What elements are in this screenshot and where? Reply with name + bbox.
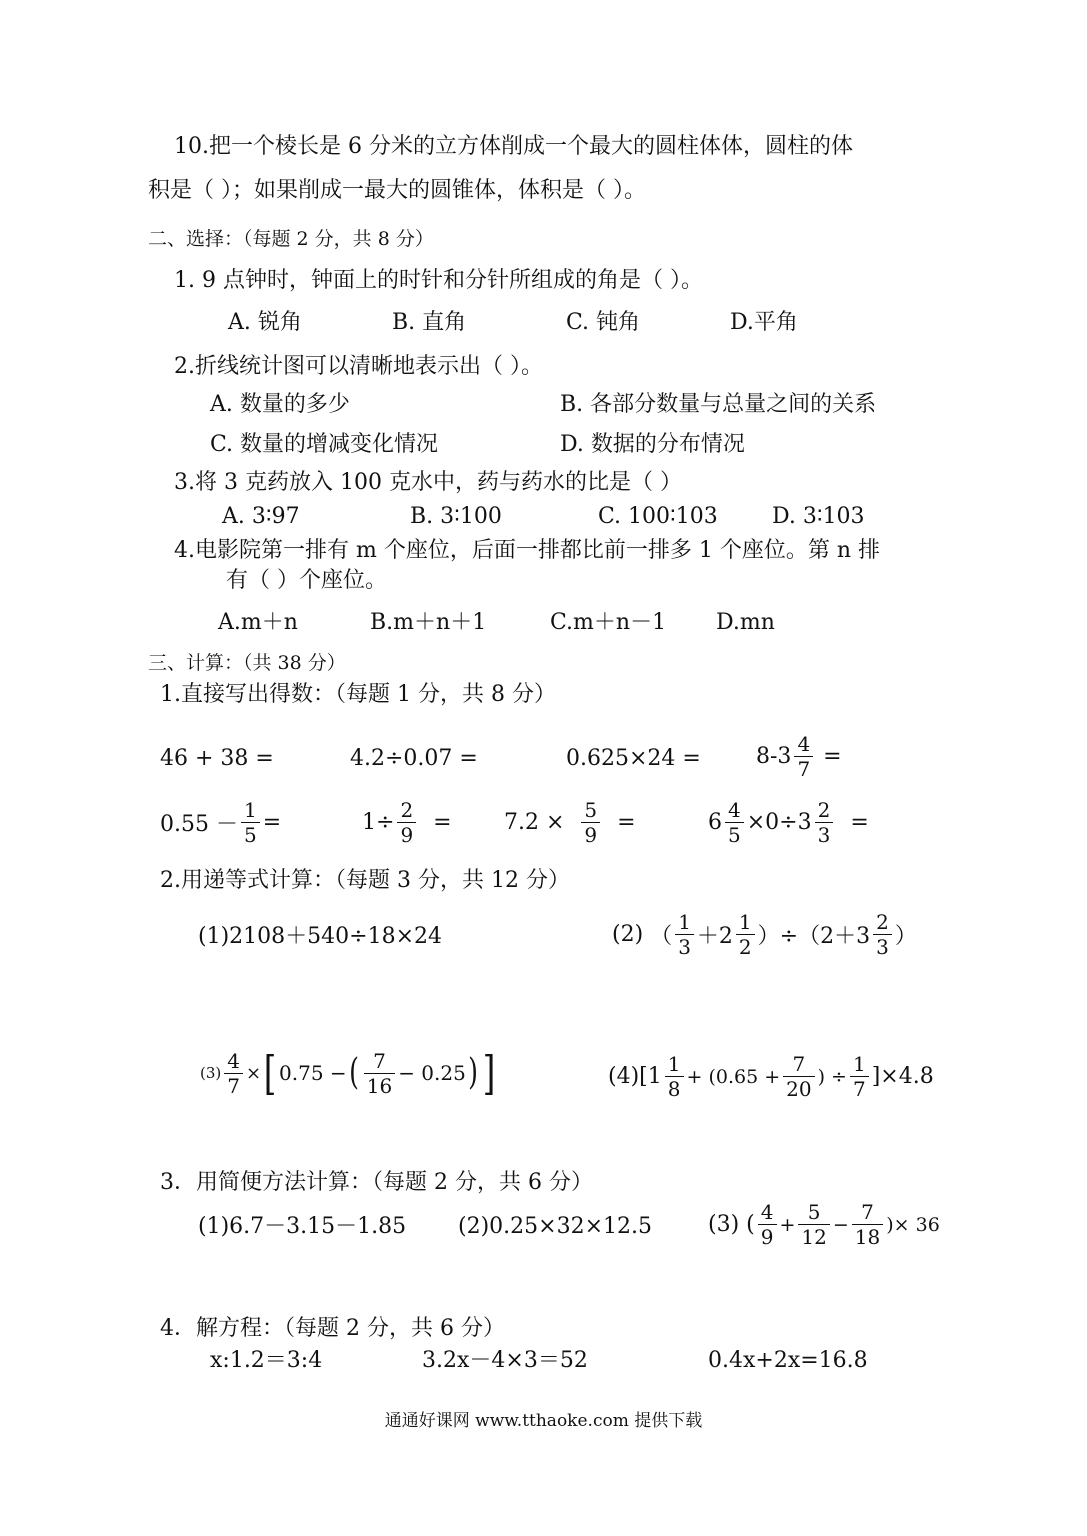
denominator: 9	[584, 823, 598, 847]
numerator: 4	[224, 1051, 243, 1074]
s3-p1-heading: 1.直接写出得数：（每题 1 分，共 8 分）	[160, 682, 556, 707]
s3-p4-expr-1: x:1.2＝3:4	[210, 1348, 323, 1373]
numerator: 7	[783, 1054, 814, 1077]
s2-q1-option-d: D.平角	[730, 310, 798, 335]
q10-line2: 积是（ ）；如果削成一最大的圆锥体，体积是（ ）。	[148, 178, 646, 203]
numerator: 5	[798, 1202, 829, 1225]
equals: =	[823, 744, 842, 769]
numerator: 7	[852, 1202, 883, 1225]
s3-p1-expr-8	[708, 800, 869, 845]
paren-open: (	[746, 1212, 755, 1237]
bracket-open: [	[263, 1046, 277, 1100]
label: (3)	[200, 1064, 222, 1082]
s2-q3-stem: 3.将 3 克药放入 100 克水中，药与药水的比是（ ）	[174, 470, 682, 495]
fraction	[397, 800, 416, 845]
numerator: 2	[815, 800, 834, 823]
fraction	[581, 800, 600, 845]
times-36: )× 36	[886, 1213, 940, 1236]
s2-q4-option-b: B.m＋n＋1	[370, 610, 487, 635]
s3-p2-expr-2	[612, 912, 917, 957]
operators: ×0÷3	[746, 810, 812, 835]
s3-p1-expr-2: 4.2÷0.07 =	[350, 746, 478, 771]
operators: ）÷（2＋3	[757, 924, 871, 949]
expr6-prefix: 1÷	[362, 810, 395, 835]
fraction	[725, 800, 744, 845]
fraction	[873, 912, 892, 957]
inner-expr: 0.75 −	[279, 1061, 347, 1085]
s2-q3-option-c: C. 100∶103	[598, 504, 718, 529]
s3-p2-expr-3	[200, 1046, 498, 1100]
s3-p2-expr-4	[608, 1054, 934, 1099]
section3-heading: 三、计算：（共 38 分）	[148, 652, 346, 674]
denominator: 16	[366, 1073, 393, 1098]
s2-q4-option-a: A.m＋n	[218, 610, 298, 635]
numerator: 4	[758, 1202, 777, 1225]
s3-p1-expr-6	[362, 800, 452, 845]
fraction	[364, 1048, 395, 1098]
paren-open: (	[348, 1052, 359, 1093]
s3-p1-expr-1: 46 + 38 =	[160, 746, 274, 771]
minus: −	[832, 1213, 849, 1236]
s2-q1-option-c: C. 钝角	[566, 310, 641, 335]
s2-q4-option-c: C.m＋n－1	[550, 610, 667, 635]
s2-q2-stem: 2.折线统计图可以清晰地表示出（ ）。	[174, 354, 543, 379]
equals: =	[433, 810, 452, 835]
s2-q4-stem-line2: 有（ ）个座位。	[226, 568, 387, 593]
paren-open: （	[650, 924, 673, 949]
fraction	[815, 800, 834, 845]
s3-p3-expr-3	[708, 1202, 940, 1247]
s2-q3-option-a: A. 3∶97	[222, 504, 300, 529]
whole-part: 6	[708, 810, 722, 835]
label: (3)	[708, 1212, 740, 1237]
s2-q1-option-b: B. 直角	[392, 310, 467, 335]
fraction	[736, 912, 755, 957]
times: ×	[245, 1062, 262, 1084]
fraction	[798, 1202, 829, 1247]
equals: =	[617, 810, 636, 835]
numerator: 2	[873, 912, 892, 935]
denominator: 20	[786, 1077, 812, 1101]
denominator: 7	[852, 1077, 866, 1101]
s2-q1-option-a: A. 锐角	[228, 310, 302, 335]
s2-q2-option-d: D. 数据的分布情况	[560, 432, 745, 457]
numerator: 2	[397, 800, 416, 823]
s3-p4-expr-2: 3.2x－4×3＝52	[422, 1348, 588, 1373]
denominator: 18	[854, 1225, 881, 1249]
s2-q2-option-a: A. 数量的多少	[210, 392, 350, 417]
s3-p4-expr-3: 0.4x+2x=16.8	[708, 1348, 868, 1373]
label: (4)	[608, 1064, 640, 1089]
s3-p1-expr-7	[504, 800, 636, 845]
plus: +	[779, 1213, 796, 1236]
s2-q3-option-b: B. 3∶100	[410, 504, 502, 529]
numerator: 1	[241, 800, 260, 823]
numerator: 1	[736, 912, 755, 935]
denominator: 3	[678, 935, 691, 959]
expr5-prefix: 0.55 －	[160, 812, 238, 837]
s3-p2-heading: 2.用递等式计算：（每题 3 分，共 12 分）	[160, 868, 570, 893]
bracket-open: [1	[639, 1064, 662, 1089]
q10-line1: 10.把一个棱长是 6 分米的立方体削成一个最大的圆柱体体，圆柱的体	[174, 134, 853, 159]
bracket-close: ]×4.8	[871, 1064, 934, 1089]
label: (2)	[612, 922, 644, 947]
bracket-close: ]	[482, 1046, 496, 1100]
fraction	[794, 734, 813, 779]
denominator: 12	[801, 1225, 827, 1249]
s3-p3-heading: 3．用简便方法计算：（每题 2 分，共 6 分）	[160, 1170, 593, 1195]
fraction	[758, 1202, 777, 1247]
fraction	[675, 912, 694, 957]
denominator: 7	[227, 1073, 240, 1098]
footer-text: 通通好课网 www.tthaoke.com 提供下载	[384, 1411, 703, 1431]
numerator: 4	[725, 800, 744, 823]
s2-q2-option-c: C. 数量的增减变化情况	[210, 432, 439, 457]
s2-q4-option-d: D.mn	[716, 610, 775, 635]
denominator: 8	[667, 1077, 681, 1101]
fraction	[850, 1054, 869, 1099]
plus: ＋2	[696, 924, 733, 949]
numerator: 1	[675, 912, 694, 935]
s3-p3-expr-2: (2)0.25×32×12.5	[458, 1214, 652, 1239]
numerator: 7	[364, 1051, 395, 1074]
s2-q2-option-b: B. 各部分数量与总量之间的关系	[560, 392, 877, 417]
numerator: 5	[581, 800, 600, 823]
numerator: 1	[850, 1054, 869, 1077]
paren-close: ）	[894, 924, 917, 949]
denominator: 9	[400, 823, 414, 847]
s2-q4-stem-line1: 4.电影院第一排有 m 个座位，后面一排都比前一排多 1 个座位。第 n 排	[174, 538, 880, 563]
expr7-prefix: 7.2 ×	[504, 810, 565, 835]
paren-close: )	[467, 1052, 478, 1093]
fraction	[224, 1048, 243, 1098]
numerator: 1	[665, 1054, 684, 1077]
s3-p2-expr-1: (1)2108＋540÷18×24	[198, 924, 442, 949]
s2-q3-option-d: D. 3∶103	[772, 504, 865, 529]
s3-p1-expr-4	[756, 734, 842, 779]
denominator: 7	[797, 757, 811, 781]
fraction	[783, 1054, 814, 1099]
s3-p4-heading: 4．解方程：（每题 2 分，共 6 分）	[160, 1316, 505, 1341]
denominator: 9	[760, 1225, 774, 1249]
numerator: 4	[794, 734, 813, 757]
denominator: 5	[728, 823, 741, 847]
denominator: 5	[243, 823, 257, 847]
denominator: 3	[817, 823, 831, 847]
equals: =	[262, 810, 282, 835]
expr4-prefix: 8-3	[756, 744, 792, 769]
operators: + (0.65 +	[686, 1065, 781, 1088]
section2-heading: 二、选择：（每题 2 分，共 8 分）	[148, 228, 434, 250]
fraction	[852, 1202, 883, 1247]
denominator: 2	[738, 935, 752, 959]
fraction	[665, 1054, 684, 1099]
operators: ) ÷	[817, 1065, 847, 1088]
denominator: 3	[876, 935, 889, 959]
s3-p1-expr-5	[160, 800, 281, 845]
fraction	[241, 800, 260, 845]
s3-p3-expr-1: (1)6.7－3.15－1.85	[198, 1214, 407, 1239]
s3-p1-expr-3: 0.625×24 =	[566, 746, 701, 771]
s2-q1-stem: 1. 9 点钟时，钟面上的时针和分针所组成的角是（ ）。	[174, 268, 703, 293]
equals: =	[850, 810, 869, 835]
minus-term: − 0.25	[398, 1061, 466, 1085]
